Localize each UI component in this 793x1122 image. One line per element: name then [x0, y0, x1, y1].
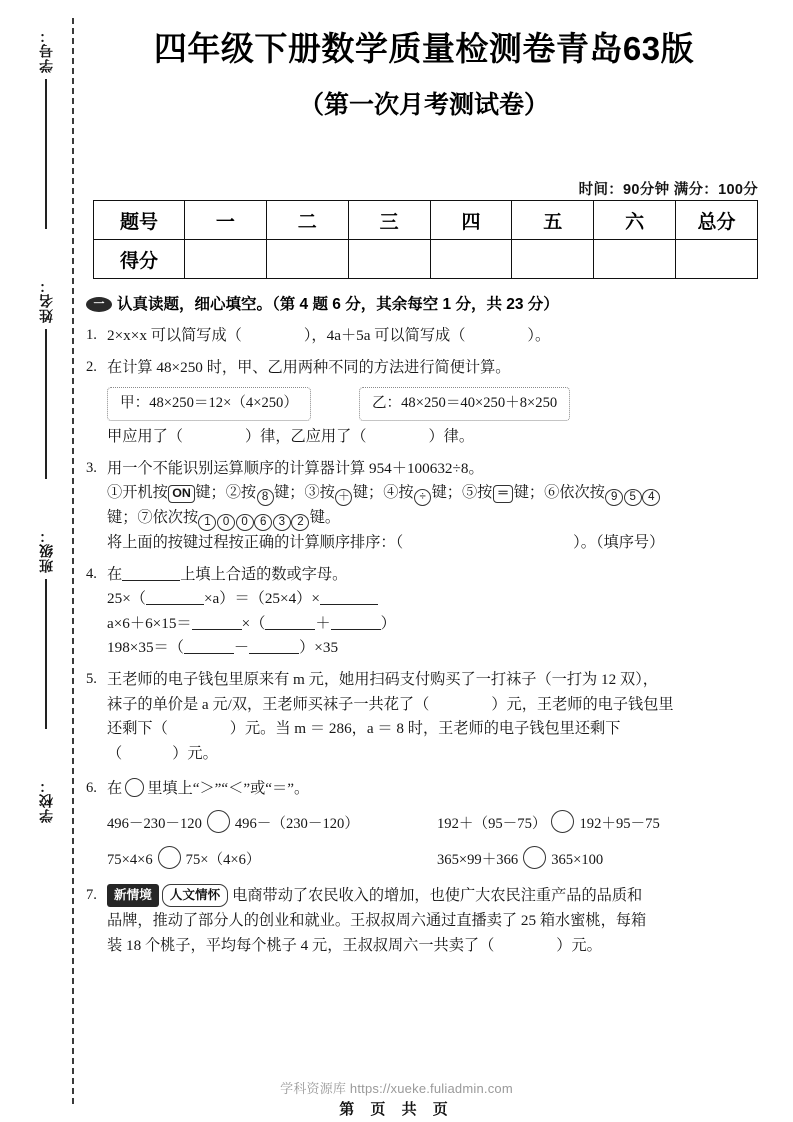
compare-blank-circle-3[interactable]	[158, 846, 181, 869]
score-cell-4[interactable]	[430, 240, 512, 279]
question-2-tail	[86, 425, 769, 450]
q4-l2-p2: ×（	[241, 614, 266, 632]
score-col-total: 总分	[676, 201, 758, 240]
score-col-4: 四	[430, 201, 512, 240]
q4-l2-p3: ＋	[315, 614, 331, 632]
section-bullet-icon: 一	[86, 297, 112, 312]
question-3-number: 3.	[86, 459, 97, 476]
calculator-key-4-icon: 4	[642, 489, 660, 506]
question-2-formula-row	[107, 387, 769, 421]
question-7-line-3	[107, 934, 769, 959]
calculator-key-0b-icon: 0	[236, 514, 254, 531]
exam-meta-info: 时间：90分钟 满分：100分	[578, 182, 758, 198]
page-footer: 第 页 共 页	[339, 1101, 454, 1118]
badge-humanistic-care: 人文情怀	[162, 884, 228, 906]
section-title: 认真读题，细心填空。（第 4 题 6 分，其余每空 1 分，共 23 分）	[117, 296, 559, 313]
question-3	[86, 457, 769, 482]
question-1-text-b: ），4a＋5a 可以简写成（	[303, 327, 466, 345]
question-1-number: 1.	[86, 327, 97, 344]
margin-rule	[45, 579, 47, 729]
question-6-r1-right	[437, 810, 769, 837]
compare-circle-icon	[125, 778, 144, 797]
score-col-1: 一	[185, 201, 267, 240]
question-5-line-4	[107, 742, 769, 767]
margin-label-class: 班级：	[38, 528, 54, 573]
q3-text-4: 键；④按	[352, 484, 414, 502]
question-3-tail	[86, 531, 769, 556]
question-6-stem-b: 里填上“＞”“＜”或“＝”。	[147, 779, 310, 797]
page-title: 四年级下册数学质量检测卷青岛63版	[153, 30, 695, 67]
question-3-stem: 用一个不能识别运算顺序的计算器计算 954＋100632÷8。	[107, 459, 484, 477]
question-6	[86, 777, 769, 802]
question-4-stem-b: 上填上合适的数或字母。	[180, 565, 348, 583]
compare-blank-circle-2[interactable]	[551, 810, 574, 833]
margin-label-column	[26, 18, 66, 1104]
question-5-number: 5.	[86, 671, 97, 687]
question-4-line-3	[86, 636, 769, 661]
calculator-key-3-icon: 3	[273, 514, 291, 531]
calculator-key-5-icon: 5	[624, 489, 642, 506]
watermark-text: 学科资源库 https://xueke.fuliadmin.com	[280, 1081, 513, 1096]
calculator-key-1-icon: 1	[198, 514, 216, 531]
question-4-l1-blank-1[interactable]	[146, 589, 204, 605]
question-2-stem: 在计算 48×250 时，甲、乙用两种不同的方法进行简便计算。	[107, 358, 511, 376]
question-4-l2-blank-3[interactable]	[331, 614, 381, 630]
question-7	[86, 884, 769, 958]
q5-l4-b: ）元。	[172, 744, 218, 762]
question-4-stem-a: 在	[107, 565, 123, 583]
page-subtitle: （第一次月考测试卷）	[298, 91, 549, 120]
seal-dashed-line	[72, 18, 74, 1104]
q5-l3-b: ）元。当 m ＝ 286，a ＝ 8 时，王老师的电子钱包里还剩下	[229, 720, 621, 738]
question-3-steps-line-2	[86, 506, 769, 531]
calculator-key-on-icon: ON	[168, 485, 195, 503]
score-col-3: 三	[348, 201, 430, 240]
q6-r1-left-a: 496－230－120	[107, 816, 202, 833]
question-6-stem-a: 在	[107, 779, 123, 797]
question-3-tail-b: ）。（填序号）	[573, 533, 665, 551]
question-7-line-2: 品牌，推动了部分人的创业和就业。王叔叔周六通过直播卖了 25 箱水蜜桃，每箱	[107, 912, 647, 930]
question-4	[86, 563, 769, 588]
question-5-line-1: 王老师的电子钱包里原来有 m 元，她用扫码支付购买了一打袜子（一打为 12 双），	[107, 671, 658, 688]
q7-l3-a: 装 18 个桃子，平均每个桃子 4 元，王叔叔周六一共卖了（	[107, 936, 495, 954]
score-table	[93, 200, 758, 279]
q5-l2-a: 袜子的单价是 a 元/双，王老师买袜子一共花了（	[107, 695, 430, 713]
question-6-r2-left	[107, 846, 437, 873]
score-cell-1[interactable]	[185, 240, 267, 279]
question-4-l3-blank-1[interactable]	[184, 638, 234, 654]
score-col-6: 六	[594, 201, 676, 240]
question-4-stem-blank[interactable]	[122, 564, 180, 580]
q6-r2-right-b: 365×100	[551, 851, 604, 868]
table-row-scores	[94, 240, 758, 279]
question-6-row-2	[107, 846, 769, 873]
calculator-key-2-icon: 2	[291, 514, 309, 531]
question-6-r1-left	[107, 810, 437, 837]
question-7-number: 7.	[86, 887, 97, 904]
question-5-line-3	[107, 717, 769, 742]
q3-text-6: 键；⑥依次按	[513, 484, 605, 502]
question-5	[86, 668, 769, 767]
question-2-tail-c: ）律。	[428, 428, 474, 445]
q4-l1-p1: 25×（	[107, 590, 146, 608]
calculator-key-6-icon: 6	[254, 514, 272, 531]
q6-r2-right-a: 365×99＋366	[437, 851, 519, 868]
question-3-tail-a: 将上面的按键过程按正确的计算顺序排序：（	[107, 533, 404, 551]
score-col-2: 二	[266, 201, 348, 240]
calculator-key-0a-icon: 0	[217, 514, 235, 531]
question-1	[86, 324, 769, 349]
q3-text-1: ①开机按	[107, 484, 168, 502]
q4-l2-p1: a×6＋6×15＝	[107, 614, 192, 632]
margin-rule	[45, 329, 47, 479]
q7-l3-b: ）元。	[556, 936, 602, 954]
question-4-l3-blank-2[interactable]	[249, 638, 299, 654]
score-table-row-label-score: 得分	[94, 240, 185, 279]
question-2-number: 2.	[86, 358, 97, 375]
calculator-key-equals-icon: ＝	[493, 485, 513, 503]
question-2-tail-a: 甲应用了（	[107, 428, 183, 445]
score-cell-2[interactable]	[266, 240, 348, 279]
q6-r2-left-a: 75×4×6	[107, 851, 153, 868]
q7-l1: 电商带动了农民收入的增加，也使广大农民注重产品的品质和	[232, 887, 643, 905]
margin-label-student-id: 学号：	[38, 28, 54, 73]
q5-l2-b: ）元，王老师的电子钱包里	[491, 695, 674, 713]
page-title-block	[85, 28, 763, 122]
question-4-l2-blank-2[interactable]	[265, 614, 315, 630]
section-header	[86, 292, 769, 317]
q6-r1-right-b: 192＋95－75	[579, 816, 660, 833]
q6-r1-right-a: 192＋（95－75）	[437, 816, 547, 833]
q4-l3-p2: －	[233, 639, 250, 657]
badge-new-context: 新情境	[107, 884, 159, 906]
q5-l4-a: （	[107, 744, 123, 762]
question-2-tail-b: ）律，乙应用了（	[244, 428, 367, 445]
question-6-row-1	[107, 810, 769, 837]
margin-label-school: 学校：	[38, 778, 54, 823]
score-cell-total[interactable]	[676, 240, 758, 279]
q5-l3-a: 还剩下（	[107, 720, 168, 738]
question-4-number: 4.	[86, 565, 97, 582]
calculator-key-plus-icon: ＋	[335, 489, 352, 506]
question-2-formula-box-yi: 乙：48×250＝40×250＋8×250	[359, 387, 570, 421]
margin-label-name: 姓名：	[38, 278, 54, 323]
question-4-l2-blank-1[interactable]	[192, 614, 242, 630]
question-4-l1-blank-2[interactable]	[320, 589, 378, 605]
score-table-row-label: 题号	[94, 201, 185, 240]
question-4-line-1	[86, 587, 769, 612]
question-3-steps-line-1	[86, 481, 769, 506]
q4-l3-p1: 198×35＝（	[107, 639, 184, 657]
q3-text-2: 键；②按	[195, 484, 257, 502]
question-6-number: 6.	[86, 779, 97, 796]
calculator-key-9-icon: 9	[605, 489, 623, 506]
table-row-header	[94, 201, 758, 240]
margin-rule	[45, 79, 47, 229]
question-1-text-c: ）。	[527, 327, 551, 345]
calculator-key-divide-icon: ÷	[414, 489, 431, 506]
q3-text-3: 键；③按	[274, 484, 335, 502]
question-7-line-1	[107, 884, 769, 909]
question-2-formula-box-jia: 甲：48×250＝12×（4×250）	[107, 387, 311, 421]
q4-l1-p2: ×a）＝（25×4）×	[203, 590, 320, 608]
q6-r2-left-b: 75×（4×6）	[185, 851, 261, 868]
question-6-r2-right	[437, 846, 769, 873]
score-col-5: 五	[512, 201, 594, 240]
question-4-line-2	[86, 612, 769, 637]
calculator-key-8-icon: 8	[257, 489, 274, 506]
exam-content	[86, 292, 769, 958]
compare-blank-circle-1[interactable]	[207, 810, 230, 833]
question-1-text-a: 2×x×x 可以简写成（	[107, 327, 242, 345]
q3-text-8: 键。	[309, 509, 341, 527]
q3-text-5: 键；⑤按	[431, 484, 493, 502]
q3-text-7: 键；⑦依次按	[107, 509, 199, 527]
score-cell-5[interactable]	[512, 240, 594, 279]
q4-l2-p4: ）	[380, 614, 396, 632]
q6-r1-left-b: 496－（230－120）	[234, 816, 359, 833]
score-cell-6[interactable]	[594, 240, 676, 279]
q4-l3-p3: ）×35	[299, 639, 339, 657]
score-cell-3[interactable]	[348, 240, 430, 279]
question-5-line-2	[107, 693, 769, 718]
question-2	[86, 356, 769, 381]
compare-blank-circle-4[interactable]	[523, 846, 546, 869]
